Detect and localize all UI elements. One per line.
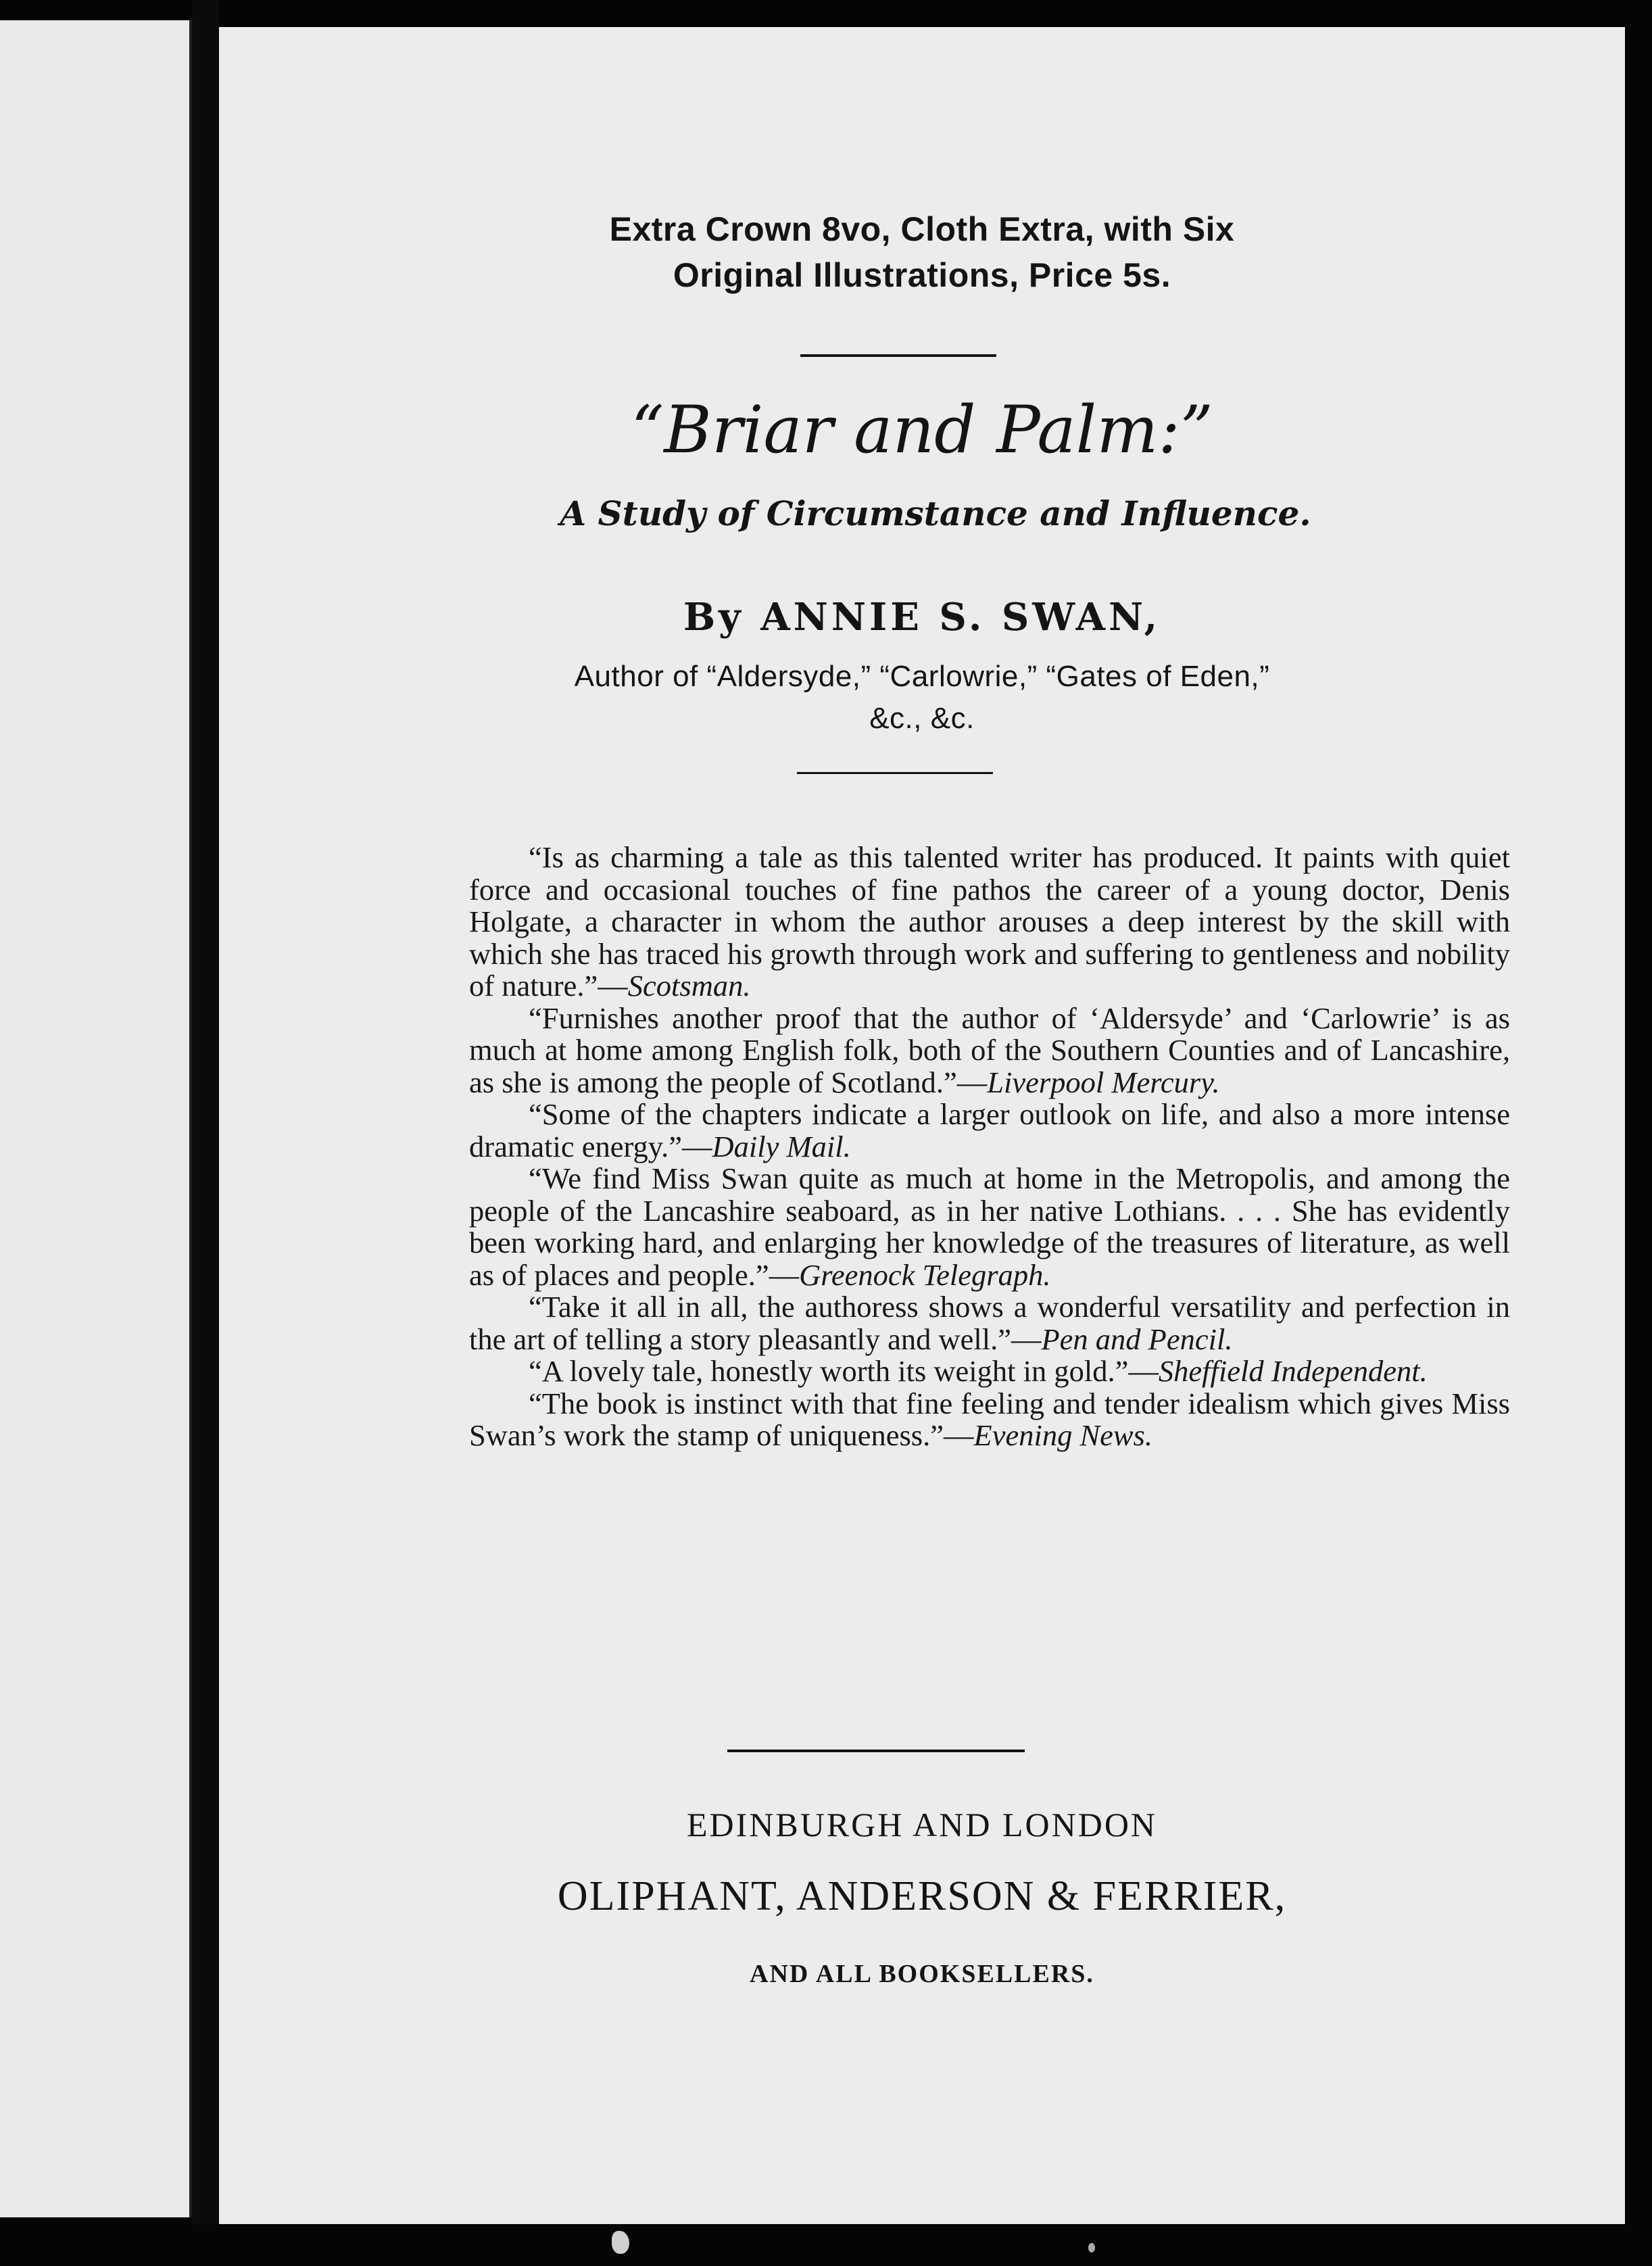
left-page-edge — [0, 20, 192, 2217]
scan-speck — [1088, 2243, 1095, 2252]
review-text: “Is as charming a tale as this talented writer has produced. It paints with quiet force and occasional touches of fine pathos the career of a young doctor, Denis Holgate, a character in whom the author arouses a deep interest by the skill with which she has traced his growth through work and suffering to gentleness and nobility of nature.”— — [469, 840, 1510, 1003]
press-reviews — [469, 842, 1510, 1452]
review-text: “Furnishes another proof that the author of ‘Aldersyde’ and ‘Carlowrie’ is as much at home among English folk, both of the Southern Counties and of Lancashire, as she is among the people of Scotland.”— — [469, 1001, 1510, 1099]
book-gutter — [192, 0, 219, 2266]
book-title: “Briar and Palm:” — [631, 392, 1213, 468]
scan-smudge — [612, 2231, 629, 2254]
divider-rule-2 — [797, 772, 993, 774]
divider-rule-1 — [800, 354, 996, 357]
review-item — [469, 1291, 1510, 1355]
review-text: “A lovely tale, honestly worth its weight in gold.”— — [529, 1354, 1159, 1388]
review-item — [469, 1355, 1510, 1388]
format-line-1: Extra Crown 8vo, Cloth Extra, with Six — [609, 210, 1235, 248]
author-byline: By ANNIE S. SWAN, — [683, 595, 1161, 640]
imprint-cities: EDINBURGH AND LONDON — [686, 1806, 1158, 1843]
review-source: Daily Mail. — [712, 1129, 851, 1163]
format-line-2: Original Illustrations, Price 5s. — [673, 256, 1171, 294]
book-subtitle: A Study of Circumstance and Influence. — [560, 493, 1311, 533]
imprint-publisher: OLIPHANT, ANDERSON & FERRIER, — [557, 1873, 1287, 1919]
imprint-booksellers: AND ALL BOOKSELLERS. — [750, 1960, 1094, 1988]
review-item — [469, 1388, 1510, 1452]
review-text: “Some of the chapters indicate a larger outlook on life, and also a more intense dramatic energy.”— — [469, 1097, 1510, 1163]
review-text: “We find Miss Swan quite as much at home in the Metropolis, and among the people of the Lancashire seaboard, as in her native Lothians. . . . She has evidently been working hard, and enlarging her knowledge of the treasures of literature, as well as of places and people.”— — [469, 1161, 1510, 1292]
review-text: “The book is instinct with that fine feeling and tender idealism which gives Miss Swan’s work the stamp of uniqueness.”— — [469, 1386, 1510, 1452]
review-text: “Take it all in all, the authoress shows a wonderful versatility and perfection in the art of telling a story pleasantly and well.”— — [469, 1290, 1510, 1356]
review-source: Liverpool Mercury. — [987, 1065, 1220, 1099]
scan-bottom-edge — [0, 2224, 1652, 2266]
review-source: Evening News. — [973, 1418, 1152, 1452]
review-item — [469, 1163, 1510, 1291]
author-works-line-1: Author of “Aldersyde,” “Carlowrie,” “Gates of Eden,” — [574, 660, 1270, 693]
review-source: Pen and Pencil. — [1041, 1322, 1233, 1356]
review-source: Sheffield Independent. — [1158, 1354, 1428, 1388]
advertisement-page — [219, 27, 1625, 2224]
divider-rule-3 — [727, 1750, 1025, 1752]
review-item — [469, 1003, 1510, 1099]
review-item — [469, 1099, 1510, 1163]
review-source: Scotsman. — [627, 969, 751, 1003]
review-item — [469, 842, 1510, 1003]
author-works-line-2: &c., &c. — [869, 702, 975, 735]
review-source: Greenock Telegraph. — [799, 1257, 1051, 1292]
